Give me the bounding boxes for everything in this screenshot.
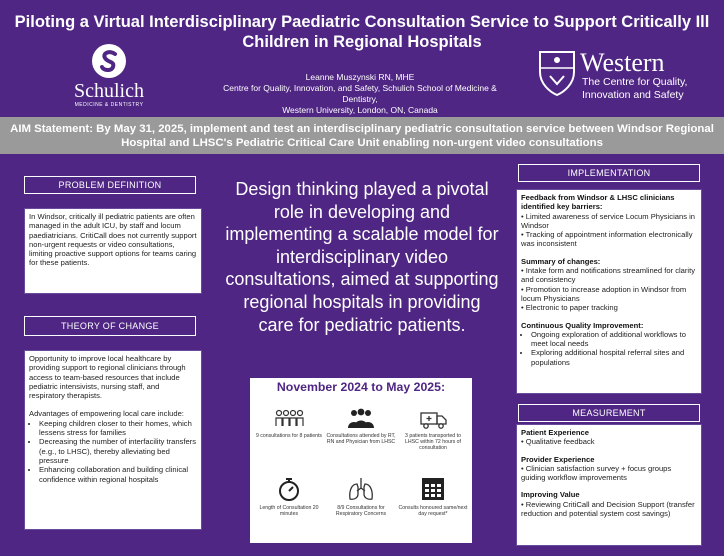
affiliation-line-1: Centre for Quality, Innovation, and Safety, Schulich School of Medicine & Dentistry, <box>223 83 497 104</box>
stopwatch-icon <box>274 476 304 502</box>
feedback-title: Feedback from Windsor & LHSC clinicians identified key barriers: <box>521 193 675 212</box>
value-item: • Reviewing CritiCall and Decision Support (transfer reduction and potential system cost savings) <box>521 499 695 519</box>
stat-item <box>398 476 468 517</box>
feedback-item: • Limited awareness of service Locum Physicians in Windsor <box>521 211 696 230</box>
people-group-icon <box>274 408 304 430</box>
authors-block <box>210 72 510 116</box>
theory-box <box>24 350 202 530</box>
problem-box <box>24 208 202 294</box>
stat-item <box>398 408 468 452</box>
changes-title: Summary of changes: <box>521 256 601 266</box>
affiliation-line-2: Western University, London, ON, Canada <box>282 105 438 115</box>
problem-header: PROBLEM DEFINITION <box>24 176 196 194</box>
change-item: • Intake form and notifications streamlined for clarity and consistency <box>521 266 696 285</box>
stat-text: Consultations attended by RT, RN and Physician from LHSC <box>326 433 396 446</box>
stats-panel <box>250 378 472 543</box>
change-item: • Electronic to paper tracking <box>521 303 618 313</box>
cqi-item: • Ongoing exploration of additional workflows to meet local needs <box>531 330 697 349</box>
patient-title: Patient Experience <box>521 428 589 437</box>
measurement-header: MEASUREMENT <box>518 404 700 422</box>
implementation-box <box>516 189 702 394</box>
ambulance-icon <box>418 408 448 430</box>
stat-item <box>326 408 396 445</box>
western-sub: The Centre for Quality, Innovation and Safety <box>582 76 688 101</box>
aim-statement: AIM Statement: By May 31, 2025, implement and test an interdisciplinary pediatric consultation service between Windsor Regional Hospital and LHSC's Pediatric Critical Care Unit enabling non-urgent video consultations <box>0 117 724 154</box>
stat-text: Length of Consultation 20 minutes <box>259 505 319 518</box>
poster-title: Piloting a Virtual Interdisciplinary Paediatric Consultation Service to Support Critically Ill Children in Regional Hospitals <box>14 13 710 51</box>
stat-text: Consults honoured same/next day request* <box>398 505 468 518</box>
stat-text: 8/9 Consultations for Respiratory Concerns <box>335 505 387 518</box>
western-crest-icon <box>538 50 576 96</box>
measurement-box <box>516 424 702 546</box>
cqi-list <box>521 330 697 367</box>
schulich-logo <box>68 44 150 108</box>
theory-intro: Opportunity to improve local healthcare by providing support to regional clinicians through access to team-based resources that include pediatric intensivists, nursing staff, and respiratory therapists. <box>29 354 186 401</box>
theory-bullet: • Enhancing collaboration and building clinical confidence within regional hospitals <box>39 465 197 484</box>
lungs-icon <box>346 476 376 502</box>
provider-item: • Clinician satisfaction survey + focus groups guiding workflow improvements <box>521 463 672 483</box>
stat-item <box>326 476 396 517</box>
cqi-title: Continuous Quality Improvement: <box>521 320 644 330</box>
schulich-s-icon <box>92 44 126 78</box>
patient-item: • Qualitative feedback <box>521 437 595 447</box>
theory-bullets <box>29 419 197 484</box>
schulich-name: Schulich <box>74 80 144 102</box>
stat-text: 9 consultations for 8 patients <box>255 433 323 439</box>
stat-text: 3 patients transported to LHSC within 72 hours of consultation <box>405 433 461 452</box>
western-name: Western <box>580 48 665 77</box>
stat-item <box>254 476 324 517</box>
team-icon <box>346 408 376 430</box>
theory-bullet: • Keeping children closer to their homes, which lessens stress for families <box>39 419 197 438</box>
stats-header: November 2024 to May 2025: <box>276 380 446 394</box>
theory-header: THEORY OF CHANGE <box>24 316 196 336</box>
calendar-icon <box>418 476 448 502</box>
change-item: • Promotion to increase adoption in Windsor from locum Physicians <box>521 284 687 303</box>
stat-item <box>254 408 324 439</box>
feedback-item: • Tracking of appointment information electronically was inconsistent <box>521 230 693 249</box>
problem-text: In Windsor, critically ill pediatric patients are often managed in the adult ICU, by staff and locum paediatricians. CritiCall does not currently support non-urgent requests or video consultations, limiting proactive support options for teams caring for these patients. <box>29 212 197 268</box>
schulich-sub: MEDICINE & DENTISTRY <box>74 102 144 108</box>
cqi-item: • Exploring additional hospital referral sites and populations <box>531 348 697 367</box>
author-name: Leanne Muszynski RN, MHE <box>305 72 415 82</box>
design-thinking-statement: Design thinking played a pivotal role in developing and implementing a scalable model for interdisciplinary video consultations, aimed at supporting regional hospitals in providing care for pediatric patients. <box>225 179 499 335</box>
provider-title: Provider Experience <box>521 454 595 464</box>
implementation-header: IMPLEMENTATION <box>518 164 700 182</box>
value-title: Improving Value <box>521 490 580 500</box>
theory-advantages-title: Advantages of empowering local care include: <box>29 409 184 419</box>
theory-bullet: • Decreasing the number of interfacility transfers (e.g., to LHSC), thereby alleviating bed pressure <box>39 437 197 465</box>
